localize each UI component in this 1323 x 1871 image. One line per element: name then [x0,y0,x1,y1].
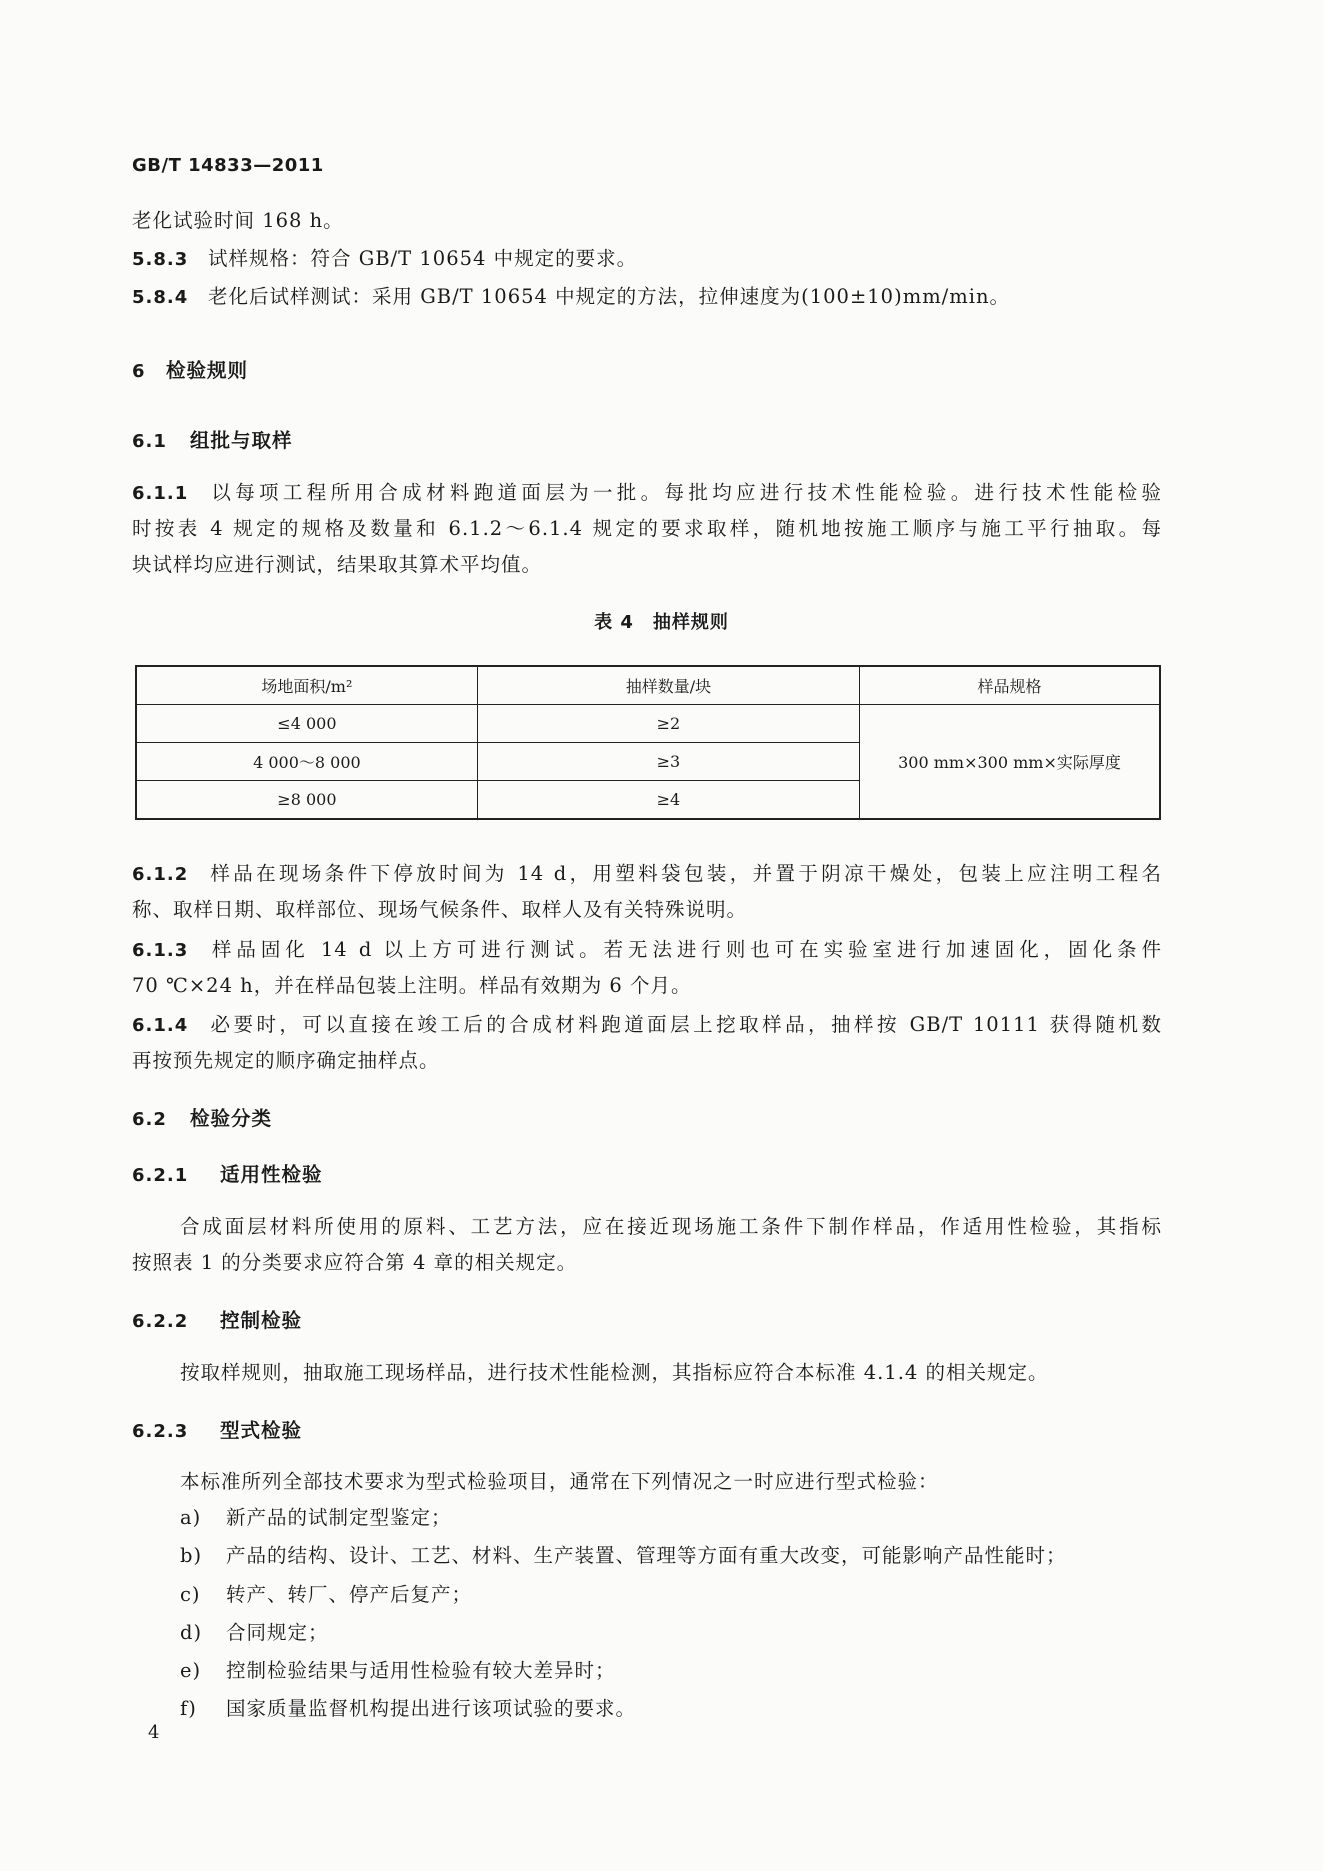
quantity-cell: ≥3 [477,743,859,781]
list-marker: c) [180,1583,201,1606]
line-text: 老化试验时间 168 h。 [132,209,344,232]
section-6-2-2-heading [132,1306,302,1337]
section-title: 检验分类 [190,1107,273,1130]
list-text: 国家质量监督机构提出进行该项试验的要求。 [226,1697,637,1720]
clause-5-8-4 [132,282,1010,313]
clause-6-1-2-line-1 [132,859,1162,890]
clause-6-2-2-text: 按取样规则，抽取施工现场样品，进行技术性能检测，其指标应符合本标准 4.1.4 的相关规定。 [180,1361,1049,1384]
section-title: 组批与取样 [190,429,293,452]
clause-number: 6.1.2 [132,864,189,885]
list-text: 新产品的试制定型鉴定； [226,1506,452,1529]
text-line [132,206,344,236]
clause-6-1-4-line-1 [132,1010,1162,1041]
list-item [180,1656,616,1686]
clause-6-1-1-line-2: 时按表 4 规定的规格及数量和 6.1.2～6.1.4 规定的要求取样，随机地按施工顺序与施工平行抽取。每 [132,517,1162,540]
list-marker: a) [180,1506,202,1529]
list-text: 转产、转厂、停产后复产； [226,1583,473,1606]
clause-6-1-2-line-2: 称、取样日期、取样部位、现场气候条件、取样人及有关特殊说明。 [132,898,748,921]
section-number: 6 [132,361,146,382]
clause-6-1-3-line-1 [132,935,1162,966]
list-text: 产品的结构、设计、工艺、材料、生产装置、管理等方面有重大改变，可能影响产品性能时； [226,1544,1067,1567]
area-cell: ≥8 000 [136,781,477,820]
section-6-2-3-heading [132,1416,302,1447]
header-cell: 抽样数量/块 [477,666,859,705]
clause-number: 6.1.3 [132,940,189,961]
table-row [136,705,1160,743]
section-title: 型式检验 [220,1419,303,1442]
clause-number: 5.8.3 [132,249,189,270]
area-cell: ≤4 000 [136,705,477,743]
section-number: 6.2.3 [132,1421,189,1442]
list-marker: f) [180,1697,197,1720]
clause-text: 样品在现场条件下停放时间为 14 d，用塑料袋包装，并置于阴凉干燥处，包装上应注明工程名 [208,862,1162,885]
header-cell: 场地面积/m² [136,666,477,705]
clause-text: 样品固化 14 d 以上方可进行测试。若无法进行则也可在实验室进行加速固化，固化条件 [208,938,1162,961]
clause-text: 老化后试样测试：采用 GB/T 10654 中规定的方法，拉伸速度为(100±10)mm/min。 [208,285,1011,308]
section-6-1-heading [132,426,293,457]
area-cell: 4 000～8 000 [136,743,477,781]
clause-6-1-3-line-2: 70 ℃×24 h，并在样品包装上注明。样品有效期为 6 个月。 [132,974,692,997]
clause-number: 6.1.1 [132,483,189,504]
clause-6-1-4-line-2: 再按预先规定的顺序确定抽样点。 [132,1049,440,1072]
clause-5-8-3 [132,244,637,275]
section-number: 6.1 [132,431,167,452]
section-title: 检验规则 [166,359,249,382]
clause-text: 试样规格：符合 GB/T 10654 中规定的要求。 [208,247,638,270]
quantity-cell: ≥2 [477,705,859,743]
list-item [180,1618,329,1648]
section-number: 6.2.2 [132,1311,189,1332]
list-marker: b) [180,1544,203,1567]
section-number: 6.2.1 [132,1165,189,1186]
document-code: GB/T 14833—2011 [132,155,324,176]
section-number: 6.2 [132,1109,167,1130]
section-title: 控制检验 [220,1309,303,1332]
page-number: 4 [148,1722,160,1743]
quantity-cell: ≥4 [477,781,859,820]
sampling-table [135,665,1161,820]
section-6-2-heading [132,1104,272,1135]
section-title: 适用性检验 [220,1163,323,1186]
clause-6-2-3-text: 本标准所列全部技术要求为型式检验项目，通常在下列情况之一时应进行型式检验： [180,1470,939,1493]
clause-6-1-1-line-1 [132,478,1162,509]
spec-cell: 300 mm×300 mm×实际厚度 [859,705,1160,820]
clause-text: 以每项工程所用合成材料跑道面层为一批。每批均应进行技术性能检验。进行技术性能检验 [208,481,1162,504]
list-marker: d) [180,1621,203,1644]
list-marker: e) [180,1659,202,1682]
section-6-2-1-heading [132,1160,323,1191]
header-cell: 样品规格 [859,666,1160,705]
list-item [180,1503,452,1533]
clause-number: 5.8.4 [132,287,189,308]
clause-6-1-1-line-3: 块试样均应进行测试，结果取其算术平均值。 [132,553,543,576]
clause-6-2-1-line-1: 合成面层材料所使用的原料、工艺方法，应在接近现场施工条件下制作样品，作适用性检验，其指标 [180,1215,1162,1238]
clause-number: 6.1.4 [132,1015,189,1036]
list-text: 控制检验结果与适用性检验有较大差异时； [226,1659,616,1682]
list-text: 合同规定； [226,1621,329,1644]
list-item [180,1580,472,1610]
table-header-row [136,666,1160,705]
section-6-heading [132,356,248,387]
clause-6-2-1-line-2: 按照表 1 的分类要求应符合第 4 章的相关规定。 [132,1251,578,1274]
table-caption: 表 4 抽样规则 [594,612,729,633]
list-item [180,1694,636,1724]
clause-text: 必要时，可以直接在竣工后的合成材料跑道面层上挖取样品，抽样按 GB/T 10111 获得随机数 [208,1013,1162,1036]
list-item [180,1541,1067,1571]
